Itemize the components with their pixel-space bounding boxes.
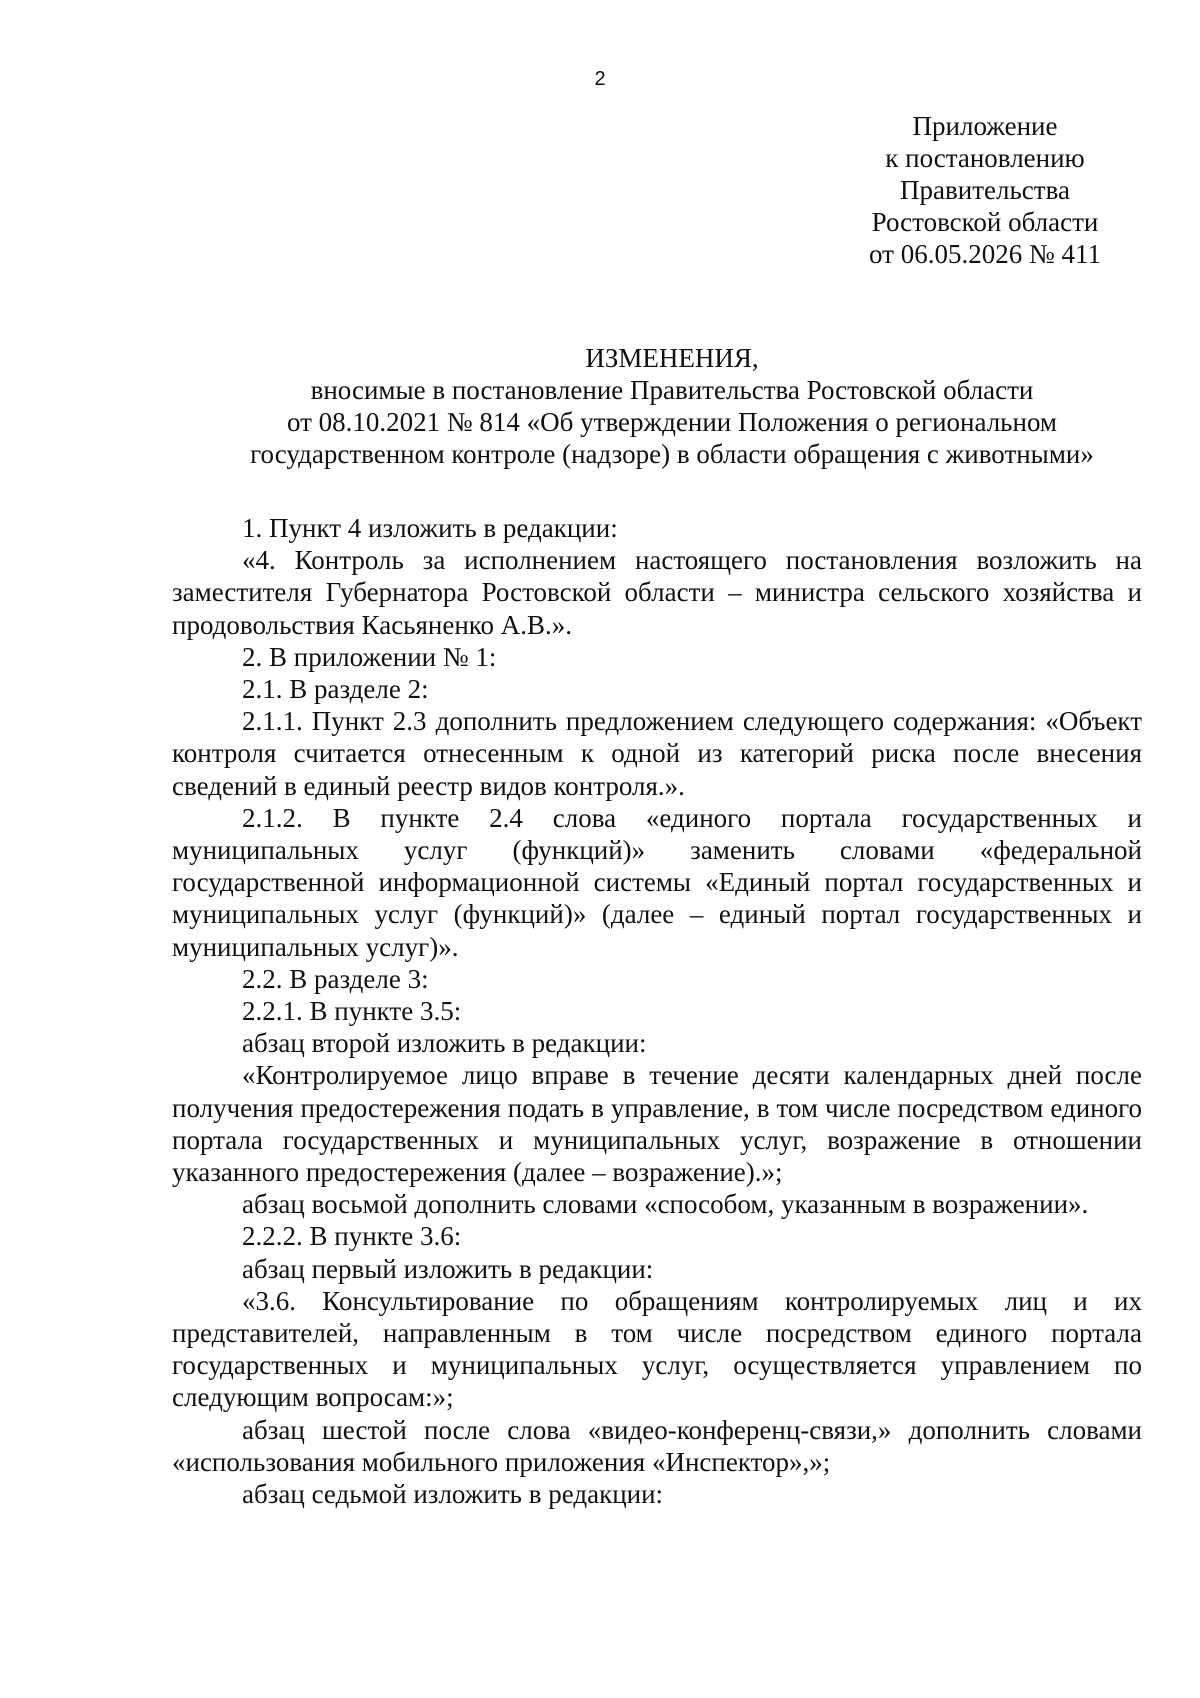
paragraph: «Контролируемое лицо вправе в течение десяти календарных дней после получения предостережения подать в управление, в том числе посредством единого портала государственных и муниципальных услуг, возражение в отношении указанного предостережения (далее – возражение).»; <box>172 1060 1142 1188</box>
paragraph: 2.1.1. Пункт 2.3 дополнить предложением следующего содержания: «Объект контроля считается отнесенным к одной из категорий риска после внесения сведений в единый реестр видов контроля.». <box>172 706 1142 801</box>
page-number: 2 <box>594 68 606 90</box>
paragraph: 1. Пункт 4 изложить в редакции: <box>242 513 618 543</box>
paragraph: абзац шестой после слова «видео-конференц-связи,» дополнить словами «использования мобильного приложения «Инспектор»,»; <box>172 1414 1142 1477</box>
paragraph: 2. В приложении № 1: <box>242 641 497 672</box>
title-subtitle-line: государственном контроле (надзоре) в области обращения с животными» <box>250 439 1094 469</box>
paragraph: абзац первый изложить в редакции: <box>242 1253 654 1284</box>
paragraph: абзац восьмой дополнить словами «способом, указанным в возражении». <box>242 1189 1089 1220</box>
document-body <box>172 512 1142 1510</box>
appendix-line: Ростовской области <box>871 207 1099 237</box>
paragraph: абзац седьмой изложить в редакции: <box>242 1479 664 1510</box>
appendix-line: к постановлению <box>885 143 1085 173</box>
paragraph: 2.2. В разделе 3: <box>242 963 429 994</box>
title-subtitle-line: вносимые в постановление Правительства Ростовской области <box>310 375 1034 405</box>
paragraph: «3.6. Консультирование по обращениям контролируемых лиц и их представителей, направленным в том числе посредством единого портала государственных и муниципальных услуг, осуществляется управлением по следующим вопросам:»; <box>172 1285 1142 1413</box>
title-heading: ИЗМЕНЕНИЯ, <box>585 343 759 373</box>
appendix-line: Правительства <box>900 175 1070 205</box>
paragraph: 2.2.1. В пункте 3.5: <box>242 996 462 1027</box>
paragraph: 2.1.2. В пункте 2.4 слова «единого портала государственных и муниципальных услуг (функций)» заменить словами «федеральной государственной информационной системы «Единый портал государственных и муниципальных услуг (функций)» (далее – единый портал государственных и муниципальных услуг)». <box>172 802 1142 962</box>
paragraph: 2.2.2. В пункте 3.6: <box>242 1221 462 1252</box>
paragraph: 2.1. В разделе 2: <box>242 674 429 705</box>
appendix-block <box>850 110 1120 270</box>
document-title <box>172 342 1172 470</box>
paragraph: «4. Контроль за исполнением настоящего постановления возложить на заместителя Губернатора Ростовской области – министра сельского хозяйства и продовольствия Касьяненко А.В.». <box>172 545 1142 640</box>
appendix-line: от 06.05.2026 № 411 <box>869 239 1101 269</box>
appendix-line: Приложение <box>912 111 1058 141</box>
paragraph: абзац второй изложить в редакции: <box>242 1028 647 1059</box>
title-subtitle-line: от 08.10.2021 № 814 «Об утверждении Положения о региональном <box>286 407 1058 437</box>
